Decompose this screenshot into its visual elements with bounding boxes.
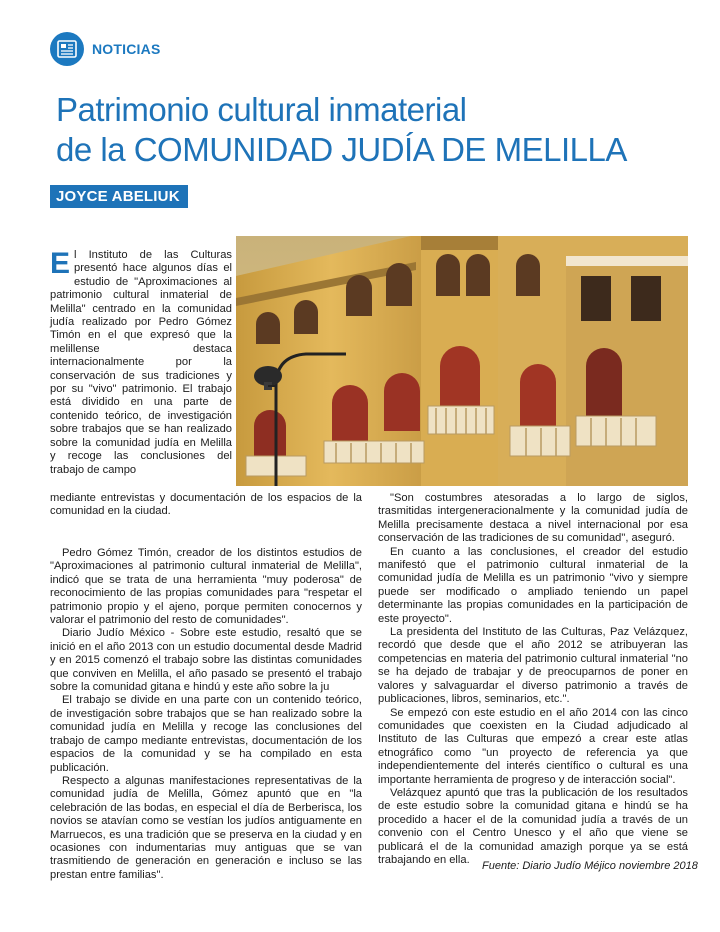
- paragraph: Pedro Gómez Timón, creador de los distintos estudios de "Aproximaciones al patrimonio cultural inmaterial de Melilla", indicó que se trata de una herramienta "muy poderosa" de reconocimiento de las propias comunidades para "respetar el patrimonio propio y el ajeno, porque permiten conocernos y valorar el patrimonio del resto de comunidades".: [50, 547, 362, 627]
- intro-paragraph: [50, 249, 232, 477]
- paragraph: "Son costumbres atesoradas a lo largo de siglos, trasmitidas intergeneracionalmente y la comunidad judía de Melilla precisamente destaca a nivel internacional por esa conservación de las tradiciones de su comunidad", aseguró.: [378, 492, 688, 545]
- section-label: NOTICIAS: [92, 41, 161, 57]
- left-column: [50, 547, 362, 882]
- right-column: [378, 492, 688, 867]
- paragraph: El trabajo se divide en una parte con un contenido teórico, de investigación sobre trabajos que se han realizado sobre la comunidad judía en Melilla y recoge las conclusiones del trabajo de campo mediante entrevistas, documentación de los espacios de la comunidad y se ha compilado en esta publicación.: [50, 694, 362, 774]
- source-credit: Fuente: Diario Judío Méjico noviembre 2018: [482, 860, 698, 872]
- paragraph: Diario Judío México - Sobre este estudio, resaltó que se inició en el año 2013 con un estudio documental desde Madrid y en 2015 comenzó el trabajo sobre las distintas comunidades que conviven en Melilla, el año pasado se presentó el trabajo sobre la comunidad gitana e hindú y este año sobre la ju: [50, 627, 362, 694]
- paragraph: En cuanto a las conclusiones, el creador del estudio manifestó que el patrimonio cultural inmaterial de la comunidad judía de Melilla es un patrimonio "vivo y siempre puede ser modificado o ampliado teniendo un papel determinante las propias comunidades en la participación de este proyecto".: [378, 545, 688, 625]
- paragraph: Velázquez apuntó que tras la publicación de los resultados de este estudio sobre la comunidad gitana e hindú se ha procedido a hacer el de la comunidad judía a través de un convenio con el Centro Unesco y el año que viene se publicará el de la comunidad amazigh porque ya se está trabajando en ella.: [378, 786, 688, 866]
- intro-continuation: [50, 492, 362, 519]
- paragraph: Se empezó con este estudio en el año 2014 con las cinco comunidades que coexisten en la Ciudad adjudicado al Instituto de las Culturas que empezó a crear este atlas etnográfico como "un proyecto de referencia ya que independientemente del interés científico o cultural es una importante herramienta de progreso y de interacción social".: [378, 706, 688, 786]
- building-photo: [236, 236, 688, 486]
- title-line-2: de la COMUNIDAD JUDÍA DE MELILLA: [56, 131, 627, 168]
- intro-continuation-text: mediante entrevistas y documentación de los espacios de la comunidad en la ciudad.: [50, 492, 362, 518]
- author-byline: JOYCE ABELIUK: [50, 185, 188, 208]
- title-line-1: Patrimonio cultural inmaterial: [56, 91, 467, 128]
- article-title: [56, 90, 627, 170]
- paragraph: La presidenta del Instituto de las Culturas, Paz Velázquez, recordó que desde que el año 2012 se atribuyeran las competencias en materia del patrimonio cultural inmaterial "no se ha dejado de trabajar y de preocuparnos de poner en valores y salvaguardar el diverso patrimonio a través de publicaciones, libros, seminarios, etc.".: [378, 626, 688, 706]
- drop-cap: E: [50, 247, 71, 280]
- paragraph: Respecto a algunas manifestaciones representativas de la comunidad judía de Melilla, Gómez apuntó que en "la celebración de las bodas, en especial el día de Berberisca, los novios se atavían como se vestían los judíos antiguamente en Marruecos, es una tradición que se preserva en la ciudad y en ocasiones con indumentarias muy antiguas que se van trasmitiendo de generación en generación e incluso se las prestan entre familias".: [50, 774, 362, 881]
- intro-text: l Instituto de las Culturas presentó hace algunos días el estudio de "Aproximaciones al patrimonio cultural inmaterial de Melilla" centrado en la comunidad judía realizado por Pedro Gómez Timón en el que expresó que la melillense destaca internacionalmente por la conservación de sus tradiciones y por su "vivo" patrimonio. El trabajo está dividido en una parte de contenido teórico, de investigación sobre trabajos que se han realizado sobre la comunidad judía en Melilla y recoge las conclusiones del trabajo de campo: [50, 249, 232, 476]
- newspaper-icon: [50, 32, 84, 66]
- section-header: [50, 32, 161, 66]
